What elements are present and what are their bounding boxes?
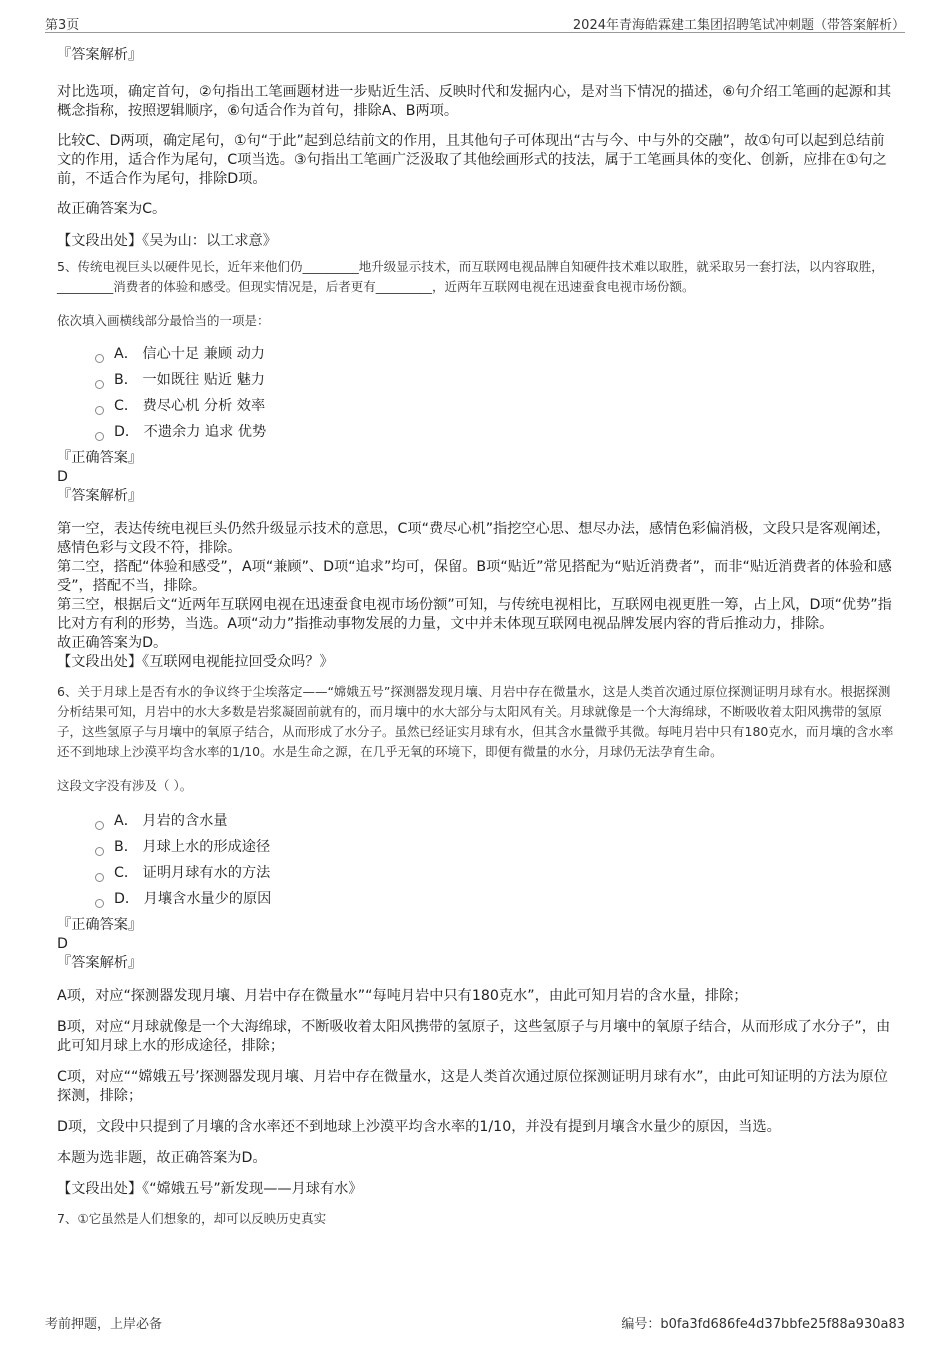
option-text: 月壤含水量少的原因: [143, 891, 272, 907]
q6-analysis-1: A项，对应“探测器发现月壤、月岩中存在微量水”“每吨月岩中只有180克水”，由此可知月岩的含水量，排除；: [57, 988, 748, 1004]
q4-analysis-p2: 比较C、D两项，确定尾句，①句“于此”起到总结前文的作用，且其他句子可体现出“古与今、中与外的交融”，故①句可以起到总结前文的作用，适合作为尾句，C项当选。③句指出工笔画广泛汲取了其他绘画形式的技法，属于工笔画具体的变化、创新，应排在①句之前，不适合作为尾句，排除D项。: [57, 133, 887, 187]
option-text: 月球上水的形成途径: [142, 839, 271, 855]
option-letter: D．: [114, 424, 140, 440]
option-letter: C．: [114, 398, 139, 414]
page-number: 第3页: [45, 18, 80, 33]
radio-icon[interactable]: [95, 406, 104, 415]
q5-analysis-heading: 『答案解析』: [57, 488, 143, 504]
option-letter: D．: [114, 891, 140, 907]
radio-icon[interactable]: [95, 354, 104, 363]
q4-analysis-p3: 故正确答案为C。: [57, 201, 167, 217]
option-text: 不遗余力 追求 优势: [143, 424, 267, 440]
q5-analysis-4: 故正确答案为D。: [57, 635, 168, 651]
q5-stem: 5、传统电视巨头以硬件见长，近年来他们仍_________地升级显示技术，而互联网电视品牌自知硬件技术难以取胜，就采取另一套打法，以内容取胜，_________消费者的体验和感受。但现实情况是，后者更有_________，近两年互联网电视在迅速蚕食电视市场份额。: [57, 259, 884, 294]
document-id: 编号：b0fa3fd686fe4d37bbfe25f88a930a83: [621, 1317, 905, 1332]
q4-analysis-p1: 对比选项，确定首句，②句指出工笔画题材进一步贴近生活、反映时代和发掘内心，是对当下情况的描述，⑥句介绍工笔画的起源和其概念指称，按照逻辑顺序，⑥句适合作为首句，排除A、B两项。: [57, 84, 892, 119]
q6-stem: 6、关于月球上是否有水的争议终于尘埃落定——“嫦娥五号”探测器发现月壤、月岩中存在微量水，这是人类首次通过原位探测证明月球有水。根据探测分析结果可知，月岩中的水大多数是岩浆凝固前就有的，而月壤中的水大部分与太阳风有关。月球就像是一个大海绵球，不断吸收着太阳风携带的氢原子，这些氢原子与月壤中的氧原子结合，从而形成了水分子。虽然已经证实月球有水，但其含水量微乎其微。每吨月岩中只有180克水，而月壤的含水率还不到地球上沙漠平均含水率的1/10。水是生命之源，在几乎无氧的环境下，即便有微量的水分，月球仍无法孕育生命。: [57, 684, 894, 759]
q6-option-b[interactable]: [95, 834, 897, 860]
q6-prompt: 这段文字没有涉及（ ）。: [57, 778, 193, 793]
q6-analysis-3: C项，对应““嫦娥五号’探测器发现月壤、月岩中存在微量水，这是人类首次通过原位探测证明月球有水”，由此可知证明的方法为原位探测，排除；: [57, 1069, 888, 1104]
q4-analysis-heading: 『答案解析』: [57, 47, 143, 63]
option-text: 证明月球有水的方法: [142, 865, 271, 881]
q5-option-c[interactable]: [95, 393, 897, 419]
radio-icon[interactable]: [95, 899, 104, 908]
page-header: [45, 10, 905, 33]
q4-source: 【文段出处】《吴为山：以工求意》: [57, 233, 277, 249]
q6-analysis-2: B项，对应“月球就像是一个大海绵球，不断吸收着太阳风携带的氢原子，这些氢原子与月壤中的氧原子结合，从而形成了水分子”，由此可知月球上水的形成途径，排除；: [57, 1019, 891, 1054]
radio-icon[interactable]: [95, 873, 104, 882]
q7-stem: 7、①它虽然是人们想象的，却可以反映历史真实: [57, 1211, 327, 1226]
option-text: 费尽心机 分析 效率: [142, 398, 266, 414]
document-title: 2024年青海皓霖建工集团招聘笔试冲刺题（带答案解析）: [572, 18, 905, 33]
q5-option-b[interactable]: [95, 367, 897, 393]
q5-analysis-1: 第一空，表达传统电视巨头仍然升级显示技术的意思，C项“费尽心机”指挖空心思、想尽办法，感情色彩偏消极，文段只是客观阐述，感情色彩与文段不符，排除。: [57, 521, 891, 556]
option-letter: B．: [114, 372, 138, 388]
radio-icon[interactable]: [95, 432, 104, 441]
option-letter: B．: [114, 839, 138, 855]
q5-analysis-3: 第三空，根据后文“近两年互联网电视在迅速蚕食电视市场份额”可知，与传统电视相比，互联网电视更胜一筹，占上风，D项“优势”指比对方有利的形势，当选。A项“动力”指推动事物发展的力量，文中并未体现互联网电视品牌发展内容的背后推动力，排除。: [57, 597, 892, 632]
radio-icon[interactable]: [95, 821, 104, 830]
q5-analysis-2: 第二空，搭配“体验和感受”，A项“兼顾”、D项“追求”均可，保留。B项“贴近”常见搭配为“贴近消费者”，而非“贴近消费者的体验和感受”，搭配不当，排除。: [57, 559, 892, 594]
radio-icon[interactable]: [95, 847, 104, 856]
q6-option-a[interactable]: [95, 808, 897, 834]
q5-options: [57, 341, 897, 445]
q6-source: 【文段出处】《“嫦娥五号”新发现——月球有水》: [57, 1181, 363, 1197]
q6-option-d[interactable]: [95, 886, 897, 912]
option-letter: C．: [114, 865, 139, 881]
radio-icon[interactable]: [95, 380, 104, 389]
document-body: [57, 42, 897, 1229]
option-letter: A．: [114, 813, 138, 829]
option-letter: A．: [114, 346, 138, 362]
q6-analysis-heading: 『答案解析』: [57, 955, 143, 971]
q6-answer-heading: 『正确答案』: [57, 917, 143, 933]
option-text: 信心十足 兼顾 动力: [142, 346, 265, 362]
q5-answer-heading: 『正确答案』: [57, 450, 143, 466]
q5-option-a[interactable]: [95, 341, 897, 367]
q5-prompt: 依次填入画横线部分最恰当的一项是：: [57, 313, 270, 328]
q6-analysis-4: D项，文段中只提到了月壤的含水率还不到地球上沙漠平均含水率的1/10，并没有提到月壤含水量少的原因，当选。: [57, 1119, 781, 1135]
footer-slogan: 考前押题，上岸必备: [45, 1317, 163, 1332]
q5-answer: D: [57, 469, 68, 485]
q6-options: [57, 808, 897, 912]
q6-analysis-5: 本题为选非题，故正确答案为D。: [57, 1150, 267, 1166]
q5-option-d[interactable]: [95, 419, 897, 445]
option-text: 一如既往 贴近 魅力: [142, 372, 265, 388]
q6-answer: D: [57, 936, 68, 952]
option-text: 月岩的含水量: [142, 813, 228, 829]
q5-source: 【文段出处】《互联网电视能拉回受众吗？》: [57, 654, 334, 670]
q6-option-c[interactable]: [95, 860, 897, 886]
